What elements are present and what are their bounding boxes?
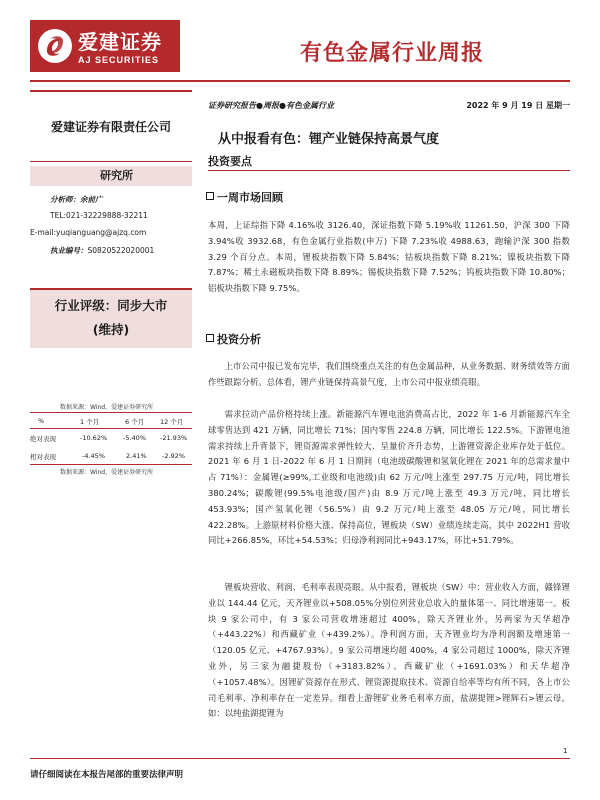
footer-divider bbox=[30, 758, 570, 759]
report-title: 有色金属行业周报 bbox=[300, 41, 485, 66]
logo-english-name: AJ SECURITIES bbox=[78, 55, 160, 65]
analyst-row bbox=[50, 194, 103, 205]
analyst-name: 余前广 bbox=[80, 195, 103, 204]
cert-label: 执业编号： bbox=[50, 246, 88, 255]
analyst-label: 分析师： bbox=[50, 195, 80, 204]
report-date: 2022 年 9 月 19 日 星期一 bbox=[466, 101, 570, 110]
company-box bbox=[30, 90, 192, 162]
header-divider bbox=[30, 80, 570, 82]
company-logo bbox=[30, 20, 180, 72]
cert-number: S0820522020001 bbox=[87, 246, 155, 255]
table-row-label: 相对表现 bbox=[30, 453, 56, 461]
institute-bar bbox=[30, 166, 192, 186]
table-source-top: 数据来源：Wind，爱建证券研究所 bbox=[60, 404, 154, 411]
page-header bbox=[0, 0, 600, 86]
analyst-tel: TEL:021-32229888-32211 bbox=[50, 211, 148, 220]
table-cell: -21.93% bbox=[160, 434, 188, 442]
section-title-market-review: 一周市场回顾 bbox=[206, 189, 283, 205]
table-cell: -4.45% bbox=[82, 452, 105, 460]
rating-status: (维持) bbox=[92, 322, 130, 337]
market-review-paragraph: 本周，上证综指下降 4.16%收 3126.40，深证指数下降 5.19%收 11261.50，沪深 300 下降 3.94%收 3932.68，有色金属行业指数(申万) 下降 7.23%收 4988.63，跑输沪深 300 指数 3.29 个百分点。本周，锂板块指数下降 5.84%；钴板块指数下降 8.21%；镍板块指数下降 7.87%；稀土永磁板块指数下降 8.89%；锡板块指数下降 7.52%；钨板块指数下降 10.80%；铝板块指数下降 9.75%。 bbox=[208, 220, 570, 294]
report-type: 证券研究报告●周报●有色金属行业 bbox=[208, 101, 334, 110]
institute-label: 研究所 bbox=[100, 169, 133, 182]
logo-emblem-icon bbox=[38, 29, 72, 63]
analysis-paragraph-performance: 锂板块营收、利润、毛利率表现亮眼。从中报看，锂板块（SW）中：营业收入方面，赣锋锂业以 144.44 亿元，天齐锂业以+508.05%分别位列营业总收入的量体第一、同比增速第一。板块 9 家公司中，有 3 家公司营收增速超过 400%，除天齐锂业外，另两家为天华超净（+443.22%）和西藏矿业（+439.2%）。净利润方面，天齐锂业均为净利润额及增速第一（120.05 亿元、+4767.93%）。9 家公司增速均超 400%，4 家公司超过 1000%，除天齐锂业外，另三家为融捷股份（+3183.82%）、西藏矿业（+1691.03%）和天华超净（+1057.48%）。因锂矿资源存在形式、锂资源提取技术、资源自给率等均有所不同，各上市公司毛利率、净利率存在一定差异。细看上游锂矿业务毛利率方面，盐湖提锂>锂辉石>锂云母。如：以纯盐湖提锂为 bbox=[208, 582, 570, 719]
analysis-paragraph-demand: 需求拉动产品价格持续上涨。新能源汽车锂电池消费高占比，2022 年 1-6 月新能源汽车全球零售达到 421 万辆，同比增长 71%；国内零售 224.8 万辆，同比增长 122.5%。下游锂电池需求持续上升背景下，锂资源需求弹性较大、呈量价齐升态势，上游锂资源企业库存处于低位。2021 年 6 月 1 日-2022 年 6 月 1 日期间（电池级碳酸锂和氢氧化锂在 2021 年的总需求量中占 71%）：金属锂(≥99%,工业级和电池级)由 62 万元/吨上涨至 297.75 万元/吨，同比增长 380.24%；碳酸锂(99.5%电池级/国产)由 8.9 万元/吨上涨至 49.3 万元/吨，同比增长 453.93%；国产氢氧化锂（56.5%）由 9.2 万元/吨上涨至 48.05 万元/吨，同比增长 422.28%。上游原材料价格大涨、保持高位，锂板块（SW）业绩连续走高，其中 2022H1 营收同比+266.85%，环比+54.53%；归母净利润同比+943.17%，环比+51.79%。 bbox=[208, 409, 570, 546]
table-header-cell: 1 个月 bbox=[80, 418, 100, 426]
table-rule bbox=[30, 464, 192, 465]
table-rule bbox=[30, 412, 192, 413]
legal-disclaimer: 请仔细阅读在本报告尾部的重要法律声明 bbox=[30, 770, 184, 780]
report-headline: 从中报看有色：锂产业链保持高景气度 bbox=[218, 132, 440, 147]
analyst-cert bbox=[50, 245, 154, 256]
summary-divider bbox=[208, 170, 570, 171]
analysis-paragraph-intro: 上市公司中报已发布完毕，我们围绕重点关注的有色金属品种，从业务数据、财务绩效等方面作些跟踪分析。总体看，锂产业链保持高景气度，上市公司中报业绩亮眼。 bbox=[208, 361, 570, 387]
table-rule bbox=[30, 428, 192, 429]
summary-label: 投资要点 bbox=[208, 155, 252, 168]
table-row-label: 绝对表现 bbox=[30, 435, 56, 443]
table-source-bottom: 数据来源：Wind，爱建证券研究所 bbox=[60, 469, 154, 476]
table-cell: -5.40% bbox=[123, 434, 146, 442]
table-header-cell: 6 个月 bbox=[125, 418, 145, 426]
industry-rating-box bbox=[30, 288, 192, 348]
industry-rating: 行业评级：同步大市 bbox=[54, 298, 168, 313]
section-title-investment-analysis: 投资分析 bbox=[206, 331, 261, 347]
table-cell: -2.92% bbox=[162, 452, 185, 460]
page-number: 1 bbox=[563, 747, 568, 755]
sidebar bbox=[30, 90, 192, 740]
company-name: 爱建证券有限责任公司 bbox=[50, 120, 171, 134]
logo-chinese-name: 爱建证券 bbox=[78, 30, 162, 54]
table-header-cell: % bbox=[38, 417, 45, 425]
table-cell: 2.41% bbox=[126, 452, 147, 460]
analyst-email: E-mail:yuqianguang@ajzq.com bbox=[30, 228, 147, 237]
table-header-cell: 12 个月 bbox=[160, 418, 184, 426]
table-cell: -10.62% bbox=[80, 434, 108, 442]
